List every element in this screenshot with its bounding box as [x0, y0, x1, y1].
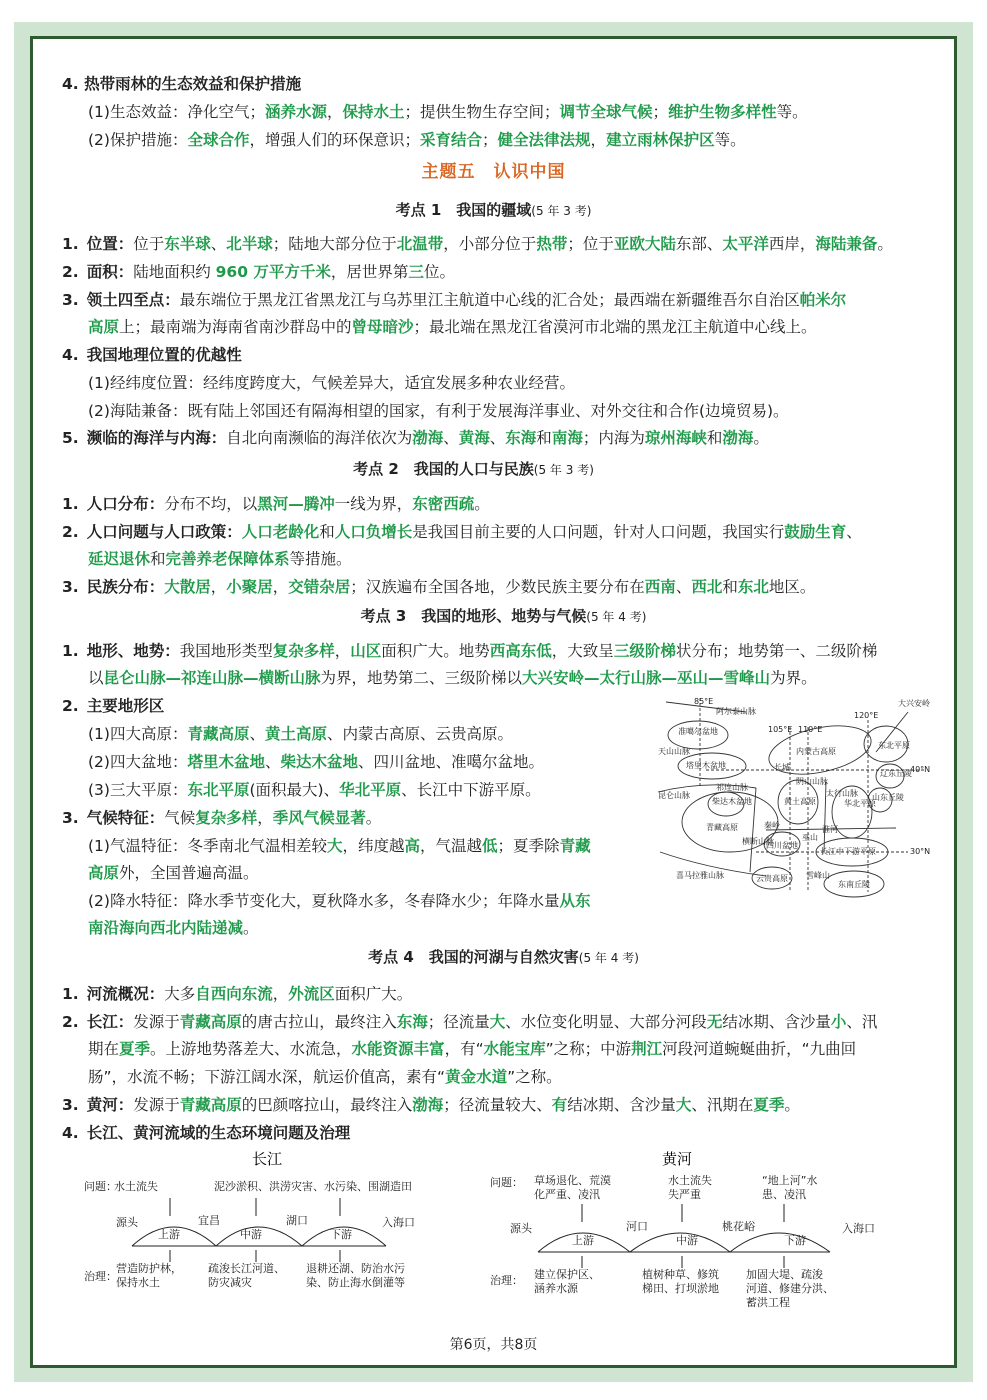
map-label: 青藏高原 [706, 823, 738, 832]
china-terrain-map [646, 692, 944, 910]
yellow-problem: “地上河”水 [762, 1174, 818, 1187]
map-label: 30°N [910, 847, 931, 856]
kaodian-3-title: 考点 3 我国的地形、地势与气候(5 年 4 考) [360, 607, 647, 625]
key-term: 采育结合 [420, 131, 483, 149]
yangtze-solution: 疏浚长江河道、 [208, 1262, 285, 1275]
text-run: ， [326, 103, 343, 121]
key-term: 完善养老保障体系 [165, 550, 290, 568]
map-label: 四川盆地 [766, 841, 798, 850]
text-run: 结冰期、含沙量 [567, 1096, 676, 1114]
key-term: 东密西疏 [412, 495, 475, 513]
topic-title: 主题五 认识中国 [421, 162, 566, 182]
key-term: 黄海 [458, 429, 490, 447]
yangtze-source: 源头 [116, 1216, 138, 1229]
yellow-river-title: 黄河 [662, 1150, 693, 1168]
yangtze-mouth: 入海口 [382, 1216, 415, 1229]
text-run: ；汉族遍布全国各地，少数民族主要分布在 [350, 578, 645, 596]
item-rivers-overview: 1. 河流概况：大多自西向东流，外流区面积广大。 [62, 985, 413, 1003]
text-run: (2)降水特征：降水季节变化大，夏秋降水多，冬春降水少；年降水量 [88, 892, 560, 910]
key-term: 东海 [396, 1013, 428, 1031]
text-run: 、 [249, 725, 265, 743]
text-run: 分布不均，以 [164, 495, 258, 513]
key-term: 渤海 [412, 429, 444, 447]
key-term: 黄金水道 [445, 1068, 508, 1086]
text-run: ；陆地大部分位于 [272, 235, 397, 253]
map-label: 长城 [774, 763, 790, 772]
key-term: 大 [489, 1013, 506, 1031]
map-label: 40°N [910, 765, 931, 774]
item-precipitation-cont [88, 917, 259, 939]
key-term: 南海 [551, 429, 583, 447]
text-run: 、四川盆地、准噶尔盆地。 [358, 753, 545, 771]
key-term: 无 [706, 1013, 723, 1031]
key-term: 东北 [737, 578, 769, 596]
map-label: 85°E [694, 697, 714, 706]
key-term: 青藏高原 [179, 1013, 242, 1031]
key-term: 全球合作 [187, 131, 250, 149]
map-label: 110°E [798, 725, 823, 734]
key-term: 高 [404, 837, 421, 855]
key-term: 西北 [691, 578, 723, 596]
key-term: 外流区 [288, 985, 335, 1003]
text-run: 结冰期、含沙量 [722, 1013, 831, 1031]
text-run: 气候 [164, 809, 196, 827]
item-advantage: 4. 我国地理位置的优越性 [62, 346, 242, 364]
text-run: 面积广大。 [334, 985, 413, 1003]
yangtze-solution-label: 治理： [84, 1270, 117, 1283]
yellow-solution: 梯田、打坝淤地 [642, 1282, 719, 1295]
text-run: ； [482, 131, 498, 149]
text-run: 、汛期在 [691, 1096, 754, 1114]
item-area: 2. 面积：陆地面积约 960 万平方千米，居世界第三位。 [62, 263, 455, 281]
key-term: 高原 [88, 318, 120, 336]
text-run: 和 [536, 429, 552, 447]
text-run: ， [272, 578, 289, 596]
text-run: 是我国目前主要的人口问题，针对人口问题，我国实行 [412, 523, 785, 541]
text-run: 发源于 [133, 1013, 180, 1031]
key-term: 渤海 [722, 429, 754, 447]
key-term: 山区 [350, 642, 382, 660]
kaodian-2-title: 考点 2 我国的人口与民族(5 年 3 考) [353, 460, 594, 478]
text-run: 等措施。 [289, 550, 352, 568]
key-term: 北温带 [396, 235, 444, 253]
text-run: ；夏季除 [497, 837, 560, 855]
yellow-problem-label: 问题： [490, 1176, 523, 1189]
text-run: 、汛 [846, 1013, 878, 1031]
map-label: 大兴安岭 [898, 699, 930, 708]
key-term: 高原 [88, 864, 120, 882]
key-term: 亚欧大陆 [613, 235, 676, 253]
key-term: 交错杂居 [288, 578, 351, 596]
key-term: 涵养水源 [264, 103, 327, 121]
text-run: 位于 [133, 235, 165, 253]
text-run: ，增强人们的环保意识； [249, 131, 420, 149]
text-run: ； [652, 103, 669, 121]
text-run: ， [272, 985, 289, 1003]
yellow-problem: 失严重 [668, 1188, 701, 1201]
text-run: 和 [722, 578, 738, 596]
key-term: 曾母暗沙 [351, 318, 414, 336]
key-term: 青藏高原 [179, 1096, 242, 1114]
key-term: 东北平原 [187, 781, 250, 799]
yangtze-segment: 中游 [240, 1228, 262, 1241]
heading-rainforest: 4. 热带雨林的生态效益和保护措施 [62, 75, 302, 93]
item-extremes-cont [88, 316, 817, 338]
yangtze-segment: 下游 [330, 1228, 352, 1241]
text-run: 状分布；地势第一、二级阶梯 [675, 642, 878, 660]
item-advantage-1: (1)经纬度位置：经纬度跨度大，气候差异大，适宜发展多种农业经营。 [88, 374, 575, 392]
key-term: 三级阶梯 [613, 642, 676, 660]
key-term: 建立雨林保护区 [606, 131, 715, 149]
item-basin-issues: 4. 长江、黄河流域的生态环境问题及治理 [62, 1124, 351, 1142]
text-run: ；提供生物生存空间； [404, 103, 560, 121]
key-term: 青藏 [559, 837, 591, 855]
text-run: 、水位变化明显、大部分河段 [505, 1013, 707, 1031]
text-run: ；径流量较大、 [443, 1096, 552, 1114]
map-label: 东南丘陵 [838, 880, 870, 889]
key-term: 鼓励生育 [784, 523, 847, 541]
yangtze-diagram [80, 1148, 460, 1298]
yellow-solution: 建立保护区、 [534, 1268, 600, 1281]
yangtze-problem-label: 问题： [84, 1180, 117, 1193]
map-label: 横断山脉 [742, 837, 774, 846]
item-terrain: 1. 地形、地势：我国地形类型复杂多样，山区面积广大。地势西高东低，大致呈三级阶梯状分布；地势第一、二级阶梯 [62, 642, 878, 660]
yangtze-title: 长江 [252, 1150, 283, 1168]
rainforest-measures [88, 129, 746, 151]
item-precipitation [88, 890, 590, 912]
key-term: 低 [482, 837, 498, 855]
kaodian-4-title: 考点 4 我国的河湖与自然灾害(5 年 4 考) [368, 948, 639, 966]
key-term: 从东 [559, 892, 591, 910]
text-run: 上；最南端为海南省南沙群岛中的 [119, 318, 352, 336]
yellow-node: 河口 [626, 1220, 648, 1233]
page-footer: 第6页，共8页 [449, 1337, 538, 1353]
item-yangtze-cont-2 [88, 1066, 562, 1088]
map-label: 长江中下游平原 [820, 847, 876, 856]
key-term: 复杂多样 [195, 809, 258, 827]
text-run: 。 [474, 495, 490, 513]
map-label: 黄土高原 [784, 797, 816, 806]
key-term: 保持水土 [342, 103, 405, 121]
item-plateaus [88, 723, 513, 745]
item-ethnic-distribution: 3. 民族分布：大散居，小聚居，交错杂居；汉族遍布全国各地，少数民族主要分布在西南、西北和东北地区。 [62, 578, 816, 596]
text-run: 东部、 [675, 235, 723, 253]
item-plains [88, 779, 541, 801]
key-term: 西南 [644, 578, 676, 596]
key-term: 琼州海峡 [644, 429, 707, 447]
key-term: 水能宝库 [483, 1040, 546, 1058]
map-label: 柴达木盆地 [712, 797, 752, 806]
map-label: 山东丘陵 [872, 793, 904, 802]
key-term: 昆仑山脉—祁连山脉—横断山脉 [103, 669, 321, 687]
text-run: 、 [489, 429, 506, 447]
item-advantage-2: (2)海陆兼备：既有陆上邻国还有隔海相望的国家，有利于发展海洋事业、对外交往和合作(边境贸易)。 [88, 402, 789, 420]
text-run: ，气温越 [420, 837, 483, 855]
yellow-mouth: 入海口 [842, 1222, 875, 1235]
text-run: 、内蒙古高原、云贵高原。 [327, 725, 514, 743]
text-run: 、长江中下游平原。 [401, 781, 541, 799]
key-term: 水能资源丰富 [351, 1040, 445, 1058]
yellow-solution: 河道、修建分洪、 [746, 1282, 834, 1295]
map-label: 华北平原 [844, 799, 876, 808]
key-term: 海陆兼备 [815, 235, 878, 253]
yangtze-node: 湖口 [286, 1214, 308, 1227]
key-term: 人口老龄化 [241, 523, 320, 541]
map-label: 雪峰山 [806, 871, 830, 880]
yellow-segment: 下游 [784, 1234, 806, 1247]
item-yangtze-cont-1 [88, 1038, 856, 1060]
text-run: 、 [846, 523, 862, 541]
key-term: 复杂多样 [272, 642, 335, 660]
text-run: 最东端位于黑龙江省黑龙江与乌苏里江主航道中心线的汇合处；最西端在新疆维吾尔自治区 [179, 291, 800, 309]
yangtze-node: 宜昌 [198, 1214, 220, 1227]
yellow-problem: 水土流失 [668, 1174, 712, 1187]
key-term: 大兴安岭—太行山脉—巫山—雪峰山 [522, 669, 771, 687]
key-term: 人口负增长 [334, 523, 413, 541]
text-run: 。 [877, 235, 893, 253]
text-run: 、 [210, 235, 227, 253]
text-run: 为界，地势第二、三级阶梯以 [320, 669, 523, 687]
yangtze-problem: 泥沙淤积、洪涝灾害、水污染、围湖造田 [214, 1180, 412, 1193]
item-extremes: 3. 领土四至点：最东端位于黑龙江省黑龙江与乌苏里江主航道中心线的汇合处；最西端在新疆维吾尔自治区帕米尔 [62, 291, 847, 309]
text-run: 等。 [714, 131, 746, 149]
text-run: ；径流量 [427, 1013, 490, 1031]
yellow-segment: 中游 [676, 1234, 698, 1247]
text-run: 陆地面积约 [133, 263, 216, 281]
text-run: 大多 [164, 985, 196, 1003]
rainforest-benefits [88, 101, 808, 123]
map-label: 内蒙古高原 [796, 747, 836, 756]
key-term: 太平洋 [722, 235, 769, 253]
text-run: 肠”，水流不畅；下游江阔水深，航运价值高，素有“ [88, 1068, 446, 1086]
text-run: ”之称；中游 [545, 1040, 632, 1058]
map-label: 准噶尔盆地 [678, 727, 718, 736]
key-term: 西高东低 [489, 642, 552, 660]
text-run: 。 [365, 809, 382, 827]
item-terrain-cont [88, 667, 817, 689]
map-label: 塔里木盆地 [686, 761, 726, 770]
yellow-solution: 蓄洪工程 [746, 1296, 790, 1309]
key-term: 东半球 [164, 235, 211, 253]
key-term: 帕米尔 [799, 291, 847, 309]
item-yangtze: 2. 长江：发源于青藏高原的唐古拉山，最终注入东海；径流量大、水位变化明显、大部分河段无结冰期、含沙量小、汛 [62, 1013, 878, 1031]
yangtze-solution: 营造防护林， [116, 1262, 182, 1275]
map-label: 东北平原 [878, 741, 910, 750]
text-run: 一线为界， [334, 495, 413, 513]
text-run: 和 [150, 550, 166, 568]
yangtze-solution: 退耕还湖、防治水污 [306, 1262, 405, 1275]
key-term: 柴达木盆地 [280, 753, 359, 771]
map-label: 阴山山脉 [796, 777, 828, 786]
item-population-policy-cont [88, 548, 352, 570]
yangtze-solution: 防灾减灾 [208, 1276, 252, 1289]
key-term: 夏季 [119, 1040, 151, 1058]
yangtze-solution: 保持水土 [116, 1276, 160, 1289]
text-run: (面积最大)、 [249, 781, 340, 799]
yangtze-segment: 上游 [158, 1228, 180, 1241]
map-label: 淮河 [822, 825, 838, 834]
key-term: 大 [675, 1096, 692, 1114]
text-run: 自北向南濒临的海洋依次为 [226, 429, 413, 447]
map-label: 云贵高原 [756, 874, 788, 883]
text-run: 等。 [776, 103, 808, 121]
key-term: 大 [326, 837, 343, 855]
text-run: 。 [784, 1096, 800, 1114]
item-population-distribution: 1. 人口分布：分布不均，以黑河—腾冲一线为界，东密西疏。 [62, 495, 490, 513]
key-term: 小 [830, 1013, 847, 1031]
item-basins [88, 751, 544, 773]
key-term: 调节全球气候 [559, 103, 653, 121]
yellow-solution: 涵养水源 [534, 1282, 578, 1295]
key-term: 渤海 [412, 1096, 444, 1114]
key-term: 热带 [536, 235, 568, 253]
text-run: 、 [264, 753, 281, 771]
key-term: 夏季 [753, 1096, 785, 1114]
text-run: 我国地形类型 [179, 642, 273, 660]
text-run: ；位于 [567, 235, 614, 253]
yellow-problem: 化严重、凌汛 [534, 1188, 600, 1201]
key-term: 南沿海向西北内陆递减 [88, 919, 244, 937]
text-run: 地区。 [768, 578, 816, 596]
map-label: 辽东丘陵 [880, 769, 912, 778]
yellow-solution: 植树种草、修筑 [642, 1268, 719, 1281]
yellow-solution-label: 治理： [490, 1274, 523, 1287]
key-term: 黄土高原 [265, 725, 328, 743]
key-term: 健全法律法规 [497, 131, 591, 149]
text-run: ，有“ [444, 1040, 484, 1058]
text-run: ， [210, 578, 227, 596]
map-label: 120°E [854, 711, 879, 720]
text-run: (1)四大高原： [88, 725, 188, 743]
yellow-river-diagram [486, 1148, 896, 1309]
key-term: 有 [551, 1096, 568, 1114]
text-run: 。上游地势落差大、水流急， [150, 1040, 352, 1058]
map-label: 巫山 [802, 833, 818, 842]
yellow-segment: 上游 [572, 1234, 594, 1247]
text-run: 和 [319, 523, 335, 541]
text-run: ， [590, 131, 607, 149]
item-temperature-cont [88, 862, 259, 884]
yangtze-solution: 染、防止海水倒灌等 [306, 1276, 405, 1289]
item-position: 1. 位置：位于东半球、北半球；陆地大部分位于北温带，小部分位于热带；位于亚欧大陆东部、太平洋西岸，海陆兼备。 [62, 235, 893, 253]
text-run: ， [334, 642, 351, 660]
key-term: 塔里木盆地 [187, 753, 265, 771]
item-temperature [88, 835, 591, 857]
text-run: ；内海为 [582, 429, 645, 447]
key-term: 小聚居 [226, 578, 273, 596]
text-run: ，大致呈 [551, 642, 614, 660]
text-run: 期在 [88, 1040, 120, 1058]
item-climate: 3. 气候特征：气候复杂多样，季风气候显著。 [62, 809, 382, 827]
key-term: 延迟退休 [88, 550, 151, 568]
text-run: 的唐古拉山，最终注入 [241, 1013, 397, 1031]
yellow-solution: 加固大堤、疏浚 [746, 1268, 823, 1281]
text-run: 。 [243, 919, 259, 937]
text-run: 为界。 [770, 669, 817, 687]
key-term: 960 万平方千米 [215, 263, 331, 281]
key-term: 季风气候显著 [272, 809, 366, 827]
key-term: 北半球 [226, 235, 273, 253]
key-term: 大散居 [164, 578, 211, 596]
key-term: 三 [408, 263, 424, 281]
key-term: 青藏高原 [187, 725, 250, 743]
map-label: 秦岭 [764, 821, 780, 830]
kaodian-1-title: 考点 1 我国的疆域(5 年 3 考) [395, 201, 592, 219]
yellow-problem: 患、凌汛 [762, 1188, 806, 1201]
text-run: 面积广大。地势 [381, 642, 490, 660]
key-term: 维护生物多样性 [668, 103, 777, 121]
item-population-policy: 2. 人口问题与人口政策：人口老龄化和人口负增长是我国目前主要的人口问题，针对人口问题，我国实行鼓励生育、 [62, 523, 862, 541]
key-term: 荆江 [631, 1040, 663, 1058]
text-run: 西岸， [768, 235, 816, 253]
text-run: (1)气温特征：冬季南北气温相差较 [88, 837, 327, 855]
text-run: ，纬度越 [342, 837, 405, 855]
text-run: ；最北端在黑龙江省漠河市北端的黑龙江主航道中心线上。 [413, 318, 817, 336]
text-run: 外，全国普遍高温。 [119, 864, 259, 882]
text-run: 和 [706, 429, 723, 447]
map-label: 祁连山脉 [716, 783, 748, 792]
item-seas: 5. 濒临的海洋与内海：自北向南濒临的海洋依次为渤海、黄海、东海和南海；内海为琼州海峡和渤海。 [62, 429, 769, 447]
text-run: 的巴颜喀拉山，最终注入 [241, 1096, 413, 1114]
yangtze-problem: 水土流失 [114, 1180, 158, 1193]
map-label: 喜马拉雅山脉 [676, 871, 724, 880]
item-landform-regions: 2. 主要地形区 [62, 697, 165, 715]
text-run: 发源于 [133, 1096, 180, 1114]
text-run: 以 [88, 669, 104, 687]
text-run: 。 [753, 429, 769, 447]
yellow-source: 源头 [510, 1222, 532, 1235]
text-run: (3)三大平原： [88, 781, 188, 799]
text-run: (2)四大盆地： [88, 753, 188, 771]
yellow-problem: 草场退化、荒漠 [534, 1174, 611, 1187]
key-term: 自西向东流 [195, 985, 273, 1003]
map-label: 105°E [768, 725, 793, 734]
map-label: 太行山脉 [826, 789, 858, 798]
map-label: 天山山脉 [658, 747, 690, 756]
text-run: ”之称。 [507, 1068, 562, 1086]
text-run: ，居世界第 [330, 263, 409, 281]
text-run: ， [257, 809, 273, 827]
key-term: 黑河—腾冲 [257, 495, 335, 513]
key-term: 华北平原 [339, 781, 402, 799]
text-run: ，小部分位于 [443, 235, 537, 253]
text-run: 、 [443, 429, 459, 447]
map-label: 阿尔泰山脉 [716, 707, 756, 716]
text-run: 河段河道蜿蜒曲折，“九曲回 [662, 1040, 857, 1058]
map-label: 昆仑山脉 [658, 791, 690, 800]
text-run: (1)生态效益：净化空气； [88, 103, 265, 121]
yellow-node: 桃花峪 [722, 1220, 755, 1233]
text-run: 位。 [423, 263, 455, 281]
text-run: (2)保护措施： [88, 131, 188, 149]
key-term: 东海 [505, 429, 537, 447]
item-yellow-river: 3. 黄河：发源于青藏高原的巴颜喀拉山，最终注入渤海；径流量较大、有结冰期、含沙量大、汛期在夏季。 [62, 1096, 800, 1114]
text-run: 、 [675, 578, 692, 596]
